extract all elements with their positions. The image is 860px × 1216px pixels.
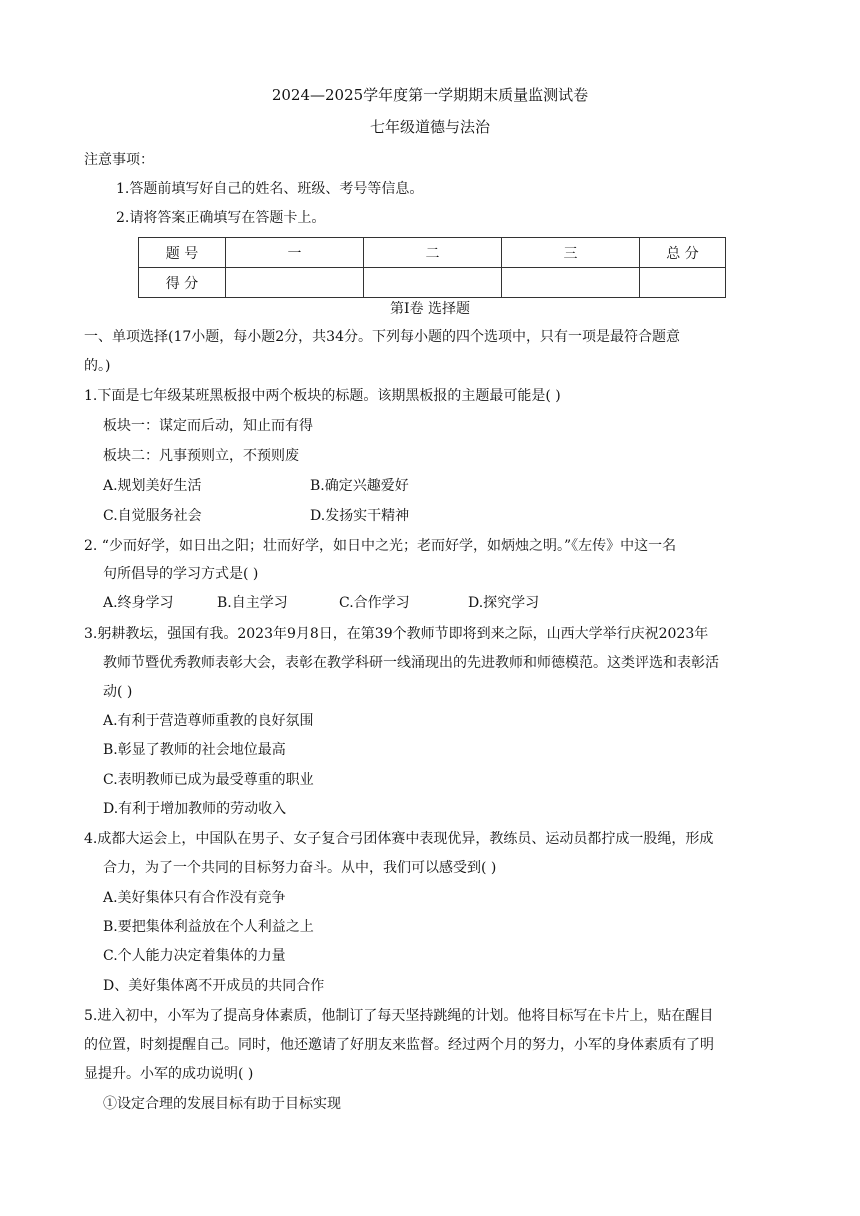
question-3-option-c[interactable]: C.表明教师已成为最受尊重的职业 xyxy=(103,772,314,788)
score-table-header: 二 xyxy=(364,238,502,268)
question-4-stem-line-1: 4.成都大运会上，中国队在男子、女子复合弓团体赛中表现优异，教练员、运动员都拧成一股绳，形成 xyxy=(84,831,714,847)
question-4-option-a[interactable]: A.美好集体只有合作没有竞争 xyxy=(103,890,286,906)
question-4-option-d[interactable]: D、美好集体离不开成员的共同合作 xyxy=(103,978,325,994)
question-1-block-1: 板块一：谋定而后动，知止而有得 xyxy=(103,418,313,434)
question-1-option-b[interactable]: B.确定兴趣爱好 xyxy=(310,478,409,494)
score-cell[interactable] xyxy=(364,268,502,298)
score-table-header: 题 号 xyxy=(139,238,226,268)
question-5-item-1: ①设定合理的发展目标有助于目标实现 xyxy=(103,1096,341,1112)
question-4-option-b[interactable]: B.要把集体利益放在个人利益之上 xyxy=(103,919,314,935)
question-3-option-d[interactable]: D.有利于增加教师的劳动收入 xyxy=(103,801,287,817)
notice-item-2: 2.请将答案正确填写在答题卡上。 xyxy=(116,210,326,226)
score-table-header: 总 分 xyxy=(640,238,726,268)
score-cell[interactable] xyxy=(640,268,726,298)
score-cell[interactable] xyxy=(502,268,640,298)
question-2-option-a[interactable]: A.终身学习 xyxy=(103,595,174,611)
question-2-option-b[interactable]: B.自主学习 xyxy=(217,595,288,611)
question-5-stem-line-2: 的位置，时刻提醒自己。同时，他还邀请了好朋友来监督。经过两个月的努力，小军的身体素质有了明 xyxy=(84,1037,714,1053)
question-2-option-d[interactable]: D.探究学习 xyxy=(468,595,540,611)
question-5-stem-line-1: 5.进入初中，小军为了提高身体素质，他制订了每天坚持跳绳的计划。他将目标写在卡片上，贴在醒目 xyxy=(84,1008,714,1024)
question-3-option-a[interactable]: A.有利于营造尊师重教的良好氛围 xyxy=(103,713,314,729)
question-1-option-d[interactable]: D.发扬实干精神 xyxy=(310,508,410,524)
question-1-block-2: 板块二：凡事预则立，不预则废 xyxy=(103,448,299,464)
question-3-option-b[interactable]: B.彰显了教师的社会地位最高 xyxy=(103,742,286,758)
question-1-option-c[interactable]: C.自觉服务社会 xyxy=(103,508,202,524)
question-2-stem-line-1: 2. “少而好学，如日出之阳；壮而好学，如日中之光；老而好学，如炳烛之明。”《左传》中这一名 xyxy=(84,538,677,554)
question-4-option-c[interactable]: C.个人能力决定着集体的力量 xyxy=(103,948,286,964)
exam-title: 2024—2025学年度第一学期期末质量监测试卷 xyxy=(271,86,589,104)
section-instruction-line-1: 一、单项选择(17小题，每小题2分，共34分。下列每小题的四个选项中，只有一项是最符合题意 xyxy=(84,329,680,345)
question-3-stem-line-3: 动( ) xyxy=(103,684,133,700)
question-5-stem-line-3: 显提升。小军的成功说明( ) xyxy=(84,1066,254,1082)
exam-subject: 七年级道德与法治 xyxy=(369,118,490,136)
score-table-header-row xyxy=(139,238,726,268)
question-2-option-c[interactable]: C.合作学习 xyxy=(339,595,410,611)
question-1-stem: 1.下面是七年级某班黑板报中两个板块的标题。该期黑板报的主题最可能是( ) xyxy=(84,388,561,404)
section-instruction-line-2: 的。) xyxy=(84,358,111,374)
score-table-header: 一 xyxy=(226,238,364,268)
question-1-option-a[interactable]: A.规划美好生活 xyxy=(103,478,202,494)
score-table xyxy=(138,237,726,298)
question-4-stem-line-2: 合力，为了一个共同的目标努力奋斗。从中，我们可以感受到( ) xyxy=(103,860,497,876)
question-2-stem-line-2: 句所倡导的学习方式是( ) xyxy=(103,566,259,582)
score-table-score-row xyxy=(139,268,726,298)
question-3-stem-line-2: 教师节暨优秀教师表彰大会，表彰在教学科研一线涌现出的先进教师和师德模范。这类评选和表彰活 xyxy=(103,655,719,671)
score-cell[interactable] xyxy=(226,268,364,298)
notice-item-1: 1.答题前填写好自己的姓名、班级、考号等信息。 xyxy=(116,181,424,197)
notice-heading: 注意事项： xyxy=(84,152,154,168)
question-3-stem-line-1: 3.躬耕教坛，强国有我。2023年9月8日，在第39个教师节即将到来之际，山西大学举行庆祝2023年 xyxy=(84,626,709,642)
score-table-header: 三 xyxy=(502,238,640,268)
score-row-label: 得 分 xyxy=(139,268,226,298)
section-title: 第Ⅰ卷 选择题 xyxy=(390,301,470,317)
